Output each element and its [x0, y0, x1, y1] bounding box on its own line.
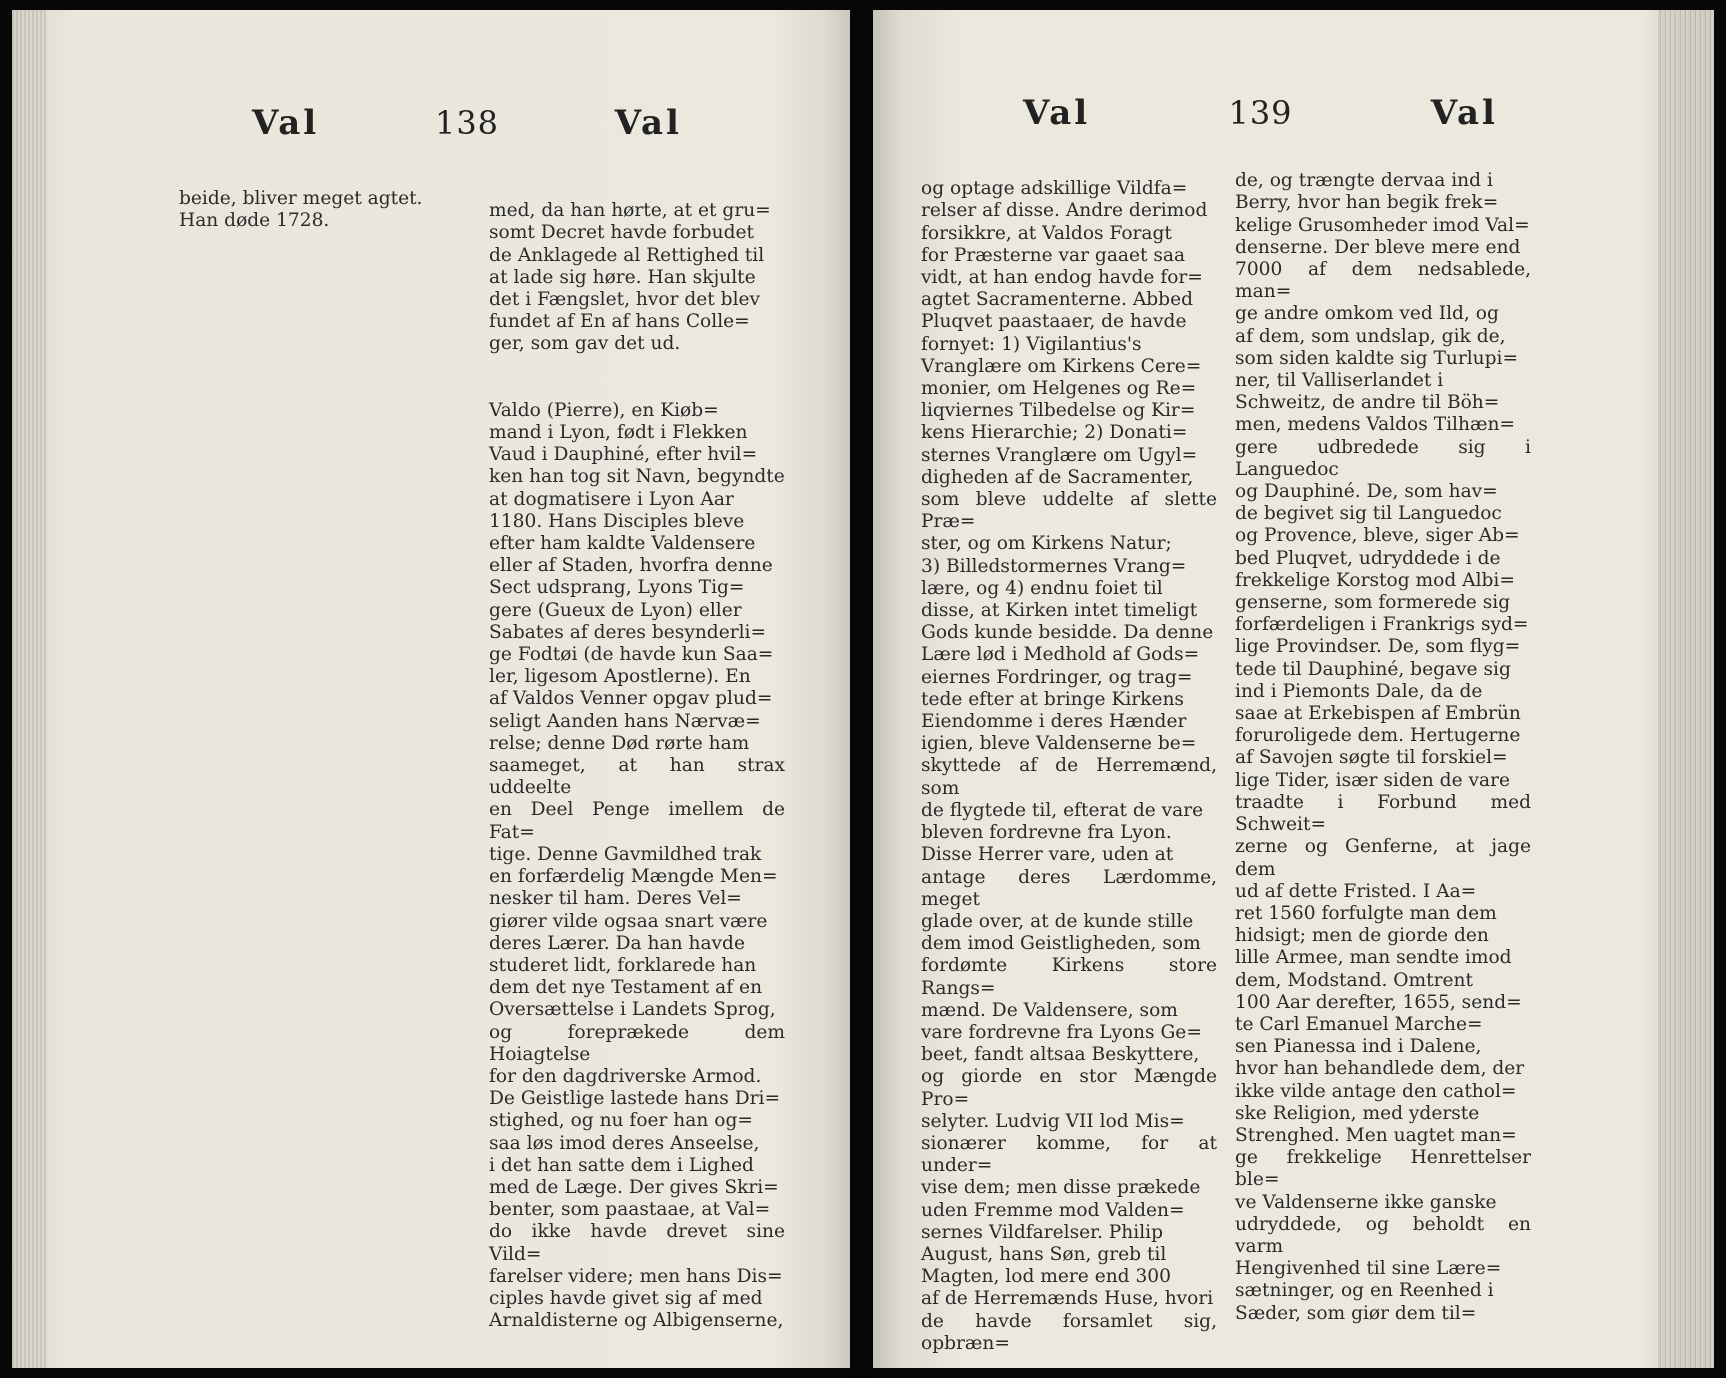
page-edge-stack — [1658, 10, 1714, 1368]
header-left-word: Val — [1023, 93, 1091, 133]
paragraph: de, og trængte dervaa ind i Berry, hvor han begik frek= kelige Grusomheder imod Val= denserne. Der bleve mere end 7000 af dem nedsablede, man= ge andre omkom ved Ild, og af dem, som undslap, gik de, som siden kaldte sig Turlupi= ner, til Valliserlandet i Schweitz, de andre til Böh= men, medens Valdos Tilhæn= gere udbredede sig i Languedoc og Dauphiné. De, som hav= de begivet sig til Languedoc og Provence, bleve, siger Ab= bed Pluqvet, udryddede i de frekkelige Korstog mod Albi= genserne, som formerede sig forfærdeligen i Frankrigs syd= lige Provindser. De, som flyg= tede til Dauphiné, begave sig ind i Piemonts Dale, da de saae at Erkebispen af Embrün foruroligede dem. Hertugerne af Savojen søgte til forskiel= lige Tider, især siden de vare traadte i Forbund med Schweit= zerne og Genferne, at jage dem ud af dette Fristed. I Aa= ret 1560 forfulgte man dem hidsigt; men de giorde den lille Armee, man sendte imod dem, Modstand. Omtrent 100 Aar derefter, 1655, send= te Carl Emanuel Marche= sen Pianessa ind i Dalene, hvor han behandlede dem, der ikke vilde antage den cathol= ske Religion, med yderste Strenghed. Men uagtet man= ge frekkelige Henrettelser ble= ve Valdenserne ikke ganske udryddede, og beholdt en varm Hengivenhed til sine Lære= sætninger, og en Reenhed i Sæder, som giør dem til= — [1235, 170, 1531, 1324]
header-right-word: Val — [614, 103, 682, 143]
page-edge-stack — [12, 10, 46, 1368]
page-number: 138 — [434, 104, 500, 142]
text-column-2 — [489, 178, 785, 1355]
right-page — [873, 10, 1714, 1368]
text-column-2 — [1235, 148, 1531, 1347]
header-right-word: Val — [1430, 93, 1498, 133]
page-number: 139 — [1228, 94, 1293, 132]
paragraph: Valdo (Pierre), en Kiøb= mand i Lyon, født i Flekken Vaud i Dauphiné, efter hvil= ken han tog sit Navn, begyndte at dogmatisere i Lyon Aar 1180. Hans Disciples bleve efter ham kaldte Valdensere eller af Staden, hvorfra denne Sect udsprang, Lyons Tig= gere (Gueux de Lyon) eller Sabates af deres besynderli= ge Fodtøi (de havde kun Saa= ler, ligesom Apostlerne). En af Valdos Venner opgav plud= seligt Aanden hans Nærvæ= relse; denne Død rørte ham saameget, at han strax uddeelte en Deel Penge imellem de Fat= tige. Denne Gavmildhed trak en forfærdelig Mængde Men= nesker til ham. Deres Vel= giører vilde ogsaa snart være deres Lærer. Da han havde studeret lidt, forklarede han dem det nye Testament af en Oversættelse i Landets Sprog, og foreprækede dem Hoiagtelse for den dagdriverske Armod. De Geistlige lastede hans Dri= stighed, og nu foer han og= saa løs imod deres Anseelse, i det han satte dem i Lighed med de Læge. Der gives Skri= benter, som paastaae, at Val= do ikke havde drevet sine Vild= farelser videre; men hans Dis= ciples havde givet sig af med Arnaldisterne og Albigenserne, — [489, 399, 785, 1332]
book-gutter — [850, 0, 873, 1378]
header-left-word: Val — [252, 103, 320, 143]
left-page — [12, 10, 850, 1368]
paragraph: og optage adskillige Vildfa= relser af disse. Andre derimod forsikkre, at Valdos Foragt for Præsterne var gaaet saa vidt, at han endog havde for= agtet Sacramenterne. Abbed Pluqvet paastaaer, de havde fornyet: 1) Vigilantius's Vranglære om Kirkens Cere= monier, om Helgenes og Re= liqviernes Tilbedelse og Kir= kens Hierarchie; 2) Donati= sternes Vranglære om Ugyl= digheden af de Sacramenter, som bleve uddelte af slette Præ= ster, og om Kirkens Natur; 3) Billedstormernes Vrang= lære, og 4) endnu foiet til disse, at Kirken intet timeligt Gods kunde besidde. Da denne Lære lød i Medhold af Gods= eiernes Fordringer, og trag= tede efter at bringe Kirkens Eiendomme i deres Hænder igien, bleve Valdenserne be= skyttede af de Herremænd, som de flygtede til, efterat de vare bleven fordrevne fra Lyon. Disse Herrer vare, uden at antage deres Lærdomme, meget glade over, at de kunde stille dem imod Geistligheden, som fordømte Kirkens store Rangs= mænd. De Valdensere, som vare fordrevne fra Lyons Ge= beet, fandt altsaa Beskyttere, og giorde en stor Mængde Pro= selyter. Ludvig VII lod Mis= sionærer komme, for at under= vise dem; men disse prækede uden Fremme mod Valden= sernes Vildfarelser. Philip August, hans Søn, greb til Magten, lod mere end 300 af de Herremænds Huse, hvori de havde forsamlet sig, opbræn= — [921, 178, 1217, 1354]
running-header — [1023, 93, 1498, 133]
running-header — [252, 103, 682, 143]
text-column-1 — [921, 156, 1217, 1368]
text-column-1 — [179, 166, 475, 255]
paragraph: beide, bliver meget agtet. Han døde 1728. — [179, 188, 423, 232]
paragraph: med, da han hørte, at et gru= somt Decret havde forbudet de Anklagede al Rettighed til at lade sig høre. Han skjulte det i Fængslet, hvor det blev fundet af En af hans Colle= ger, som gav det ud. — [489, 200, 771, 355]
